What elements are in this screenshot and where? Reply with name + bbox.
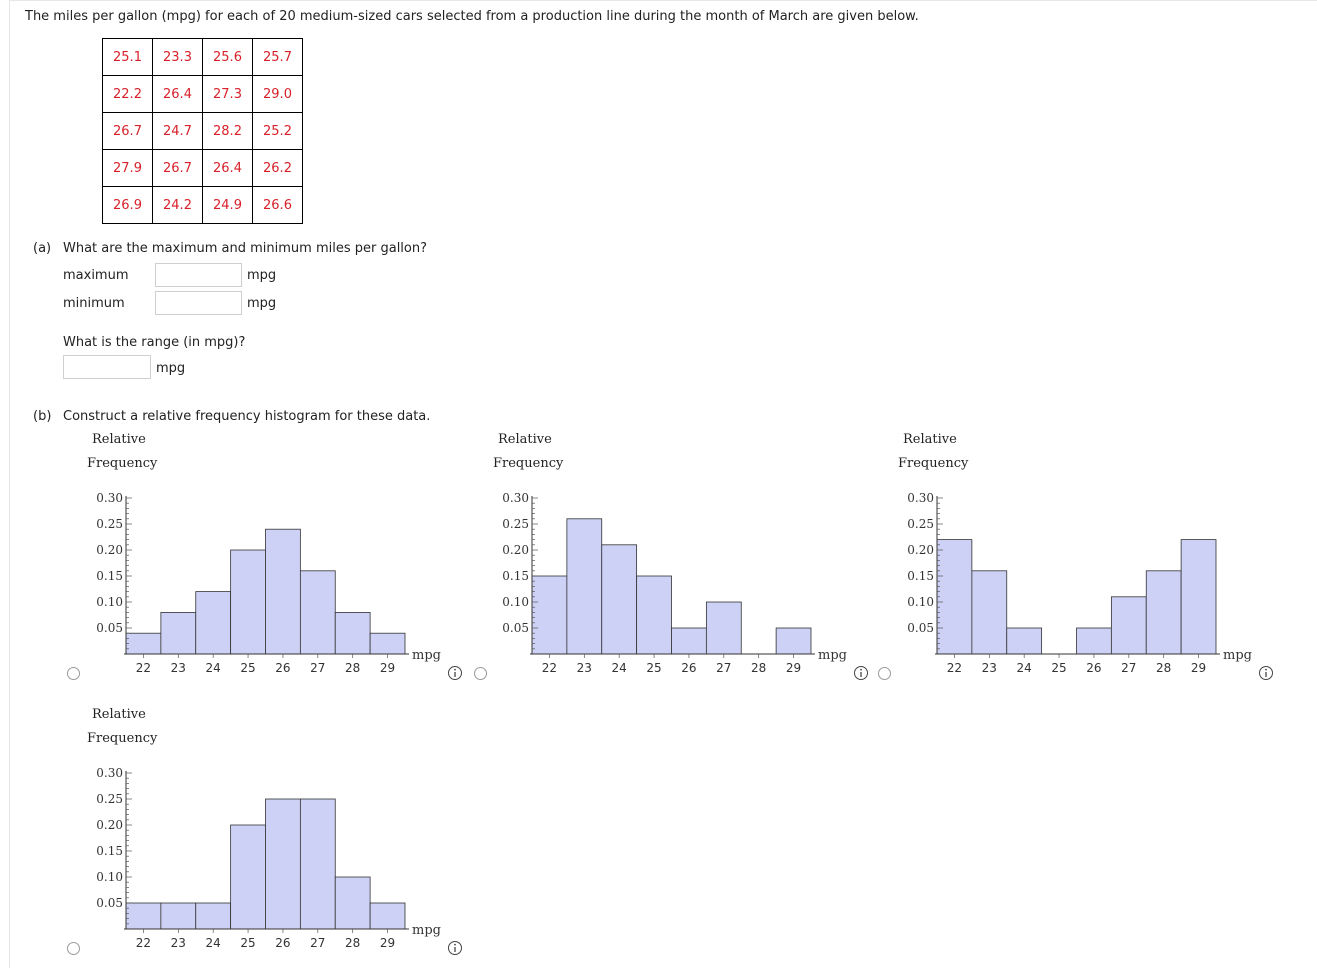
x-tick-label: 25 <box>1051 661 1067 675</box>
y-tick-label: 0.05 <box>907 621 934 635</box>
x-tick-label: 28 <box>345 936 361 950</box>
table-cell: 27.3 <box>203 76 253 113</box>
y-tick-label: 0.15 <box>96 844 123 858</box>
x-tick-label: 25 <box>646 661 662 675</box>
table-cell: 26.7 <box>153 150 203 187</box>
y-tick-label: 0.30 <box>96 491 123 505</box>
y-tick-label: 0.20 <box>96 543 123 557</box>
x-tick-label: 28 <box>345 661 361 675</box>
x-axis-label: mpg <box>412 923 441 938</box>
part-b-prompt: Construct a relative frequency histogram for these data. <box>63 409 431 424</box>
y-tick-label: 0.20 <box>96 818 123 832</box>
hist3-ylabel-line1: Relative <box>903 432 957 447</box>
histogram-bar <box>126 633 161 654</box>
y-tick-label: 0.25 <box>502 517 529 531</box>
histogram-bar <box>672 628 707 654</box>
range-input[interactable] <box>63 355 151 379</box>
histogram-bar <box>231 825 266 929</box>
x-tick-label: 28 <box>1156 661 1172 675</box>
x-tick-label: 29 <box>785 661 802 675</box>
x-tick-label: 24 <box>205 661 221 675</box>
hist3-ylabel-line2: Frequency <box>898 456 969 471</box>
histogram-bar <box>266 799 301 929</box>
histogram-option-4 <box>87 762 467 957</box>
histogram-bar <box>335 877 370 929</box>
histogram-option-2-radio[interactable] <box>474 667 487 680</box>
table-cell: 22.2 <box>103 76 153 113</box>
hist4-ylabel-line1: Relative <box>92 707 146 722</box>
histogram-bar <box>937 540 972 654</box>
histogram-bar <box>1111 597 1146 654</box>
minimum-input[interactable] <box>155 291 242 315</box>
hist2-ylabel-line1: Relative <box>498 432 552 447</box>
part-a-prompt: What are the maximum and minimum miles per gallon? <box>63 241 428 256</box>
histogram-bar <box>196 903 231 929</box>
table-cell: 23.3 <box>153 39 203 76</box>
histogram-bar <box>300 571 335 654</box>
y-tick-label: 0.10 <box>907 595 934 609</box>
info-icon[interactable] <box>449 942 462 955</box>
y-tick-label: 0.05 <box>96 896 123 910</box>
mpg-data-table <box>102 38 303 224</box>
y-tick-label: 0.15 <box>502 569 529 583</box>
x-tick-label: 26 <box>681 661 697 675</box>
y-tick-label: 0.20 <box>907 543 934 557</box>
table-cell: 26.9 <box>103 187 153 224</box>
y-tick-label: 0.10 <box>96 870 123 884</box>
y-tick-label: 0.25 <box>96 517 123 531</box>
table-cell: 25.1 <box>103 39 153 76</box>
y-tick-label: 0.20 <box>502 543 529 557</box>
y-tick-label: 0.25 <box>907 517 934 531</box>
histogram-bar <box>266 529 301 654</box>
x-tick-label: 29 <box>379 661 396 675</box>
y-tick-label: 0.15 <box>907 569 934 583</box>
y-tick-label: 0.05 <box>502 621 529 635</box>
maximum-label: maximum <box>63 268 129 283</box>
histogram-bar <box>370 903 405 929</box>
histogram-option-1-radio[interactable] <box>67 667 80 680</box>
x-tick-label: 27 <box>310 661 326 675</box>
x-tick-label: 22 <box>135 936 152 950</box>
part-a-marker: (a) <box>33 241 52 256</box>
table-cell: 26.7 <box>103 113 153 150</box>
table-cell: 27.9 <box>103 150 153 187</box>
table-cell: 24.9 <box>203 187 253 224</box>
histogram-bar <box>1146 571 1181 654</box>
histogram-bar <box>300 799 335 929</box>
info-icon[interactable] <box>449 667 462 680</box>
hist2-ylabel-line2: Frequency <box>493 456 564 471</box>
x-tick-label: 25 <box>240 661 256 675</box>
table-cell: 28.2 <box>203 113 253 150</box>
y-tick-label: 0.30 <box>502 491 529 505</box>
minimum-label: minimum <box>63 296 125 311</box>
x-tick-label: 24 <box>205 936 221 950</box>
minimum-unit: mpg <box>247 296 277 311</box>
y-tick-label: 0.25 <box>96 792 123 806</box>
histogram-option-1 <box>87 487 467 682</box>
histogram-bar <box>161 903 196 929</box>
histogram-bar <box>196 592 231 654</box>
table-cell: 24.2 <box>153 187 203 224</box>
histogram-bar <box>335 612 370 654</box>
x-tick-label: 22 <box>541 661 558 675</box>
histogram-bar <box>126 903 161 929</box>
x-axis-label: mpg <box>412 648 441 663</box>
histogram-bar <box>776 628 811 654</box>
table-cell: 24.7 <box>153 113 203 150</box>
table-row <box>103 150 303 187</box>
y-tick-label: 0.10 <box>502 595 529 609</box>
histogram-bar <box>972 571 1007 654</box>
x-tick-label: 23 <box>981 661 997 675</box>
histogram-bar <box>567 519 602 654</box>
table-cell: 25.6 <box>203 39 253 76</box>
range-unit: mpg <box>156 361 186 376</box>
x-tick-label: 26 <box>275 661 291 675</box>
x-tick-label: 27 <box>1121 661 1137 675</box>
histogram-bar <box>231 550 266 654</box>
table-cell: 25.2 <box>253 113 303 150</box>
x-axis-label: mpg <box>1223 648 1252 663</box>
table-row <box>103 76 303 113</box>
x-tick-label: 26 <box>275 936 291 950</box>
x-axis-label: mpg <box>818 648 847 663</box>
y-tick-label: 0.30 <box>907 491 934 505</box>
table-row <box>103 39 303 76</box>
hist1-ylabel-line1: Relative <box>92 432 146 447</box>
table-cell: 26.2 <box>253 150 303 187</box>
histogram-bar <box>370 633 405 654</box>
info-icon[interactable] <box>855 667 868 680</box>
histogram-bar <box>706 602 741 654</box>
question-intro: The miles per gallon (mpg) for each of 20 medium-sized cars selected from a production line during the month of March are given below. <box>25 9 919 24</box>
x-tick-label: 22 <box>135 661 152 675</box>
table-cell: 26.4 <box>153 76 203 113</box>
table-row <box>103 187 303 224</box>
histogram-bar <box>1077 628 1112 654</box>
histogram-bar <box>602 545 637 654</box>
table-cell: 25.7 <box>253 39 303 76</box>
x-tick-label: 23 <box>170 936 186 950</box>
hist4-ylabel-line2: Frequency <box>87 731 158 746</box>
histogram-bar <box>1181 540 1216 654</box>
y-tick-label: 0.05 <box>96 621 123 635</box>
x-tick-label: 29 <box>1190 661 1207 675</box>
table-row <box>103 113 303 150</box>
x-tick-label: 23 <box>576 661 592 675</box>
y-tick-label: 0.15 <box>96 569 123 583</box>
x-tick-label: 25 <box>240 936 256 950</box>
x-tick-label: 27 <box>310 936 326 950</box>
histogram-option-3-radio[interactable] <box>878 667 891 680</box>
histogram-option-2 <box>493 487 873 682</box>
maximum-unit: mpg <box>247 268 277 283</box>
histogram-bar <box>532 576 567 654</box>
x-tick-label: 28 <box>751 661 767 675</box>
histogram-option-3 <box>898 487 1278 682</box>
table-cell: 26.4 <box>203 150 253 187</box>
histogram-bar <box>637 576 672 654</box>
x-tick-label: 29 <box>379 936 396 950</box>
y-tick-label: 0.30 <box>96 766 123 780</box>
x-tick-label: 23 <box>170 661 186 675</box>
histogram-option-4-radio[interactable] <box>67 942 80 955</box>
range-prompt: What is the range (in mpg)? <box>63 335 246 350</box>
x-tick-label: 24 <box>611 661 627 675</box>
x-tick-label: 22 <box>946 661 963 675</box>
info-icon[interactable] <box>1260 667 1273 680</box>
x-tick-label: 27 <box>716 661 732 675</box>
histogram-bar <box>161 612 196 654</box>
table-cell: 29.0 <box>253 76 303 113</box>
hist1-ylabel-line2: Frequency <box>87 456 158 471</box>
part-b-marker: (b) <box>33 409 52 424</box>
maximum-input[interactable] <box>155 263 242 287</box>
x-tick-label: 24 <box>1016 661 1032 675</box>
y-tick-label: 0.10 <box>96 595 123 609</box>
histogram-bar <box>1007 628 1042 654</box>
x-tick-label: 26 <box>1086 661 1102 675</box>
table-cell: 26.6 <box>253 187 303 224</box>
